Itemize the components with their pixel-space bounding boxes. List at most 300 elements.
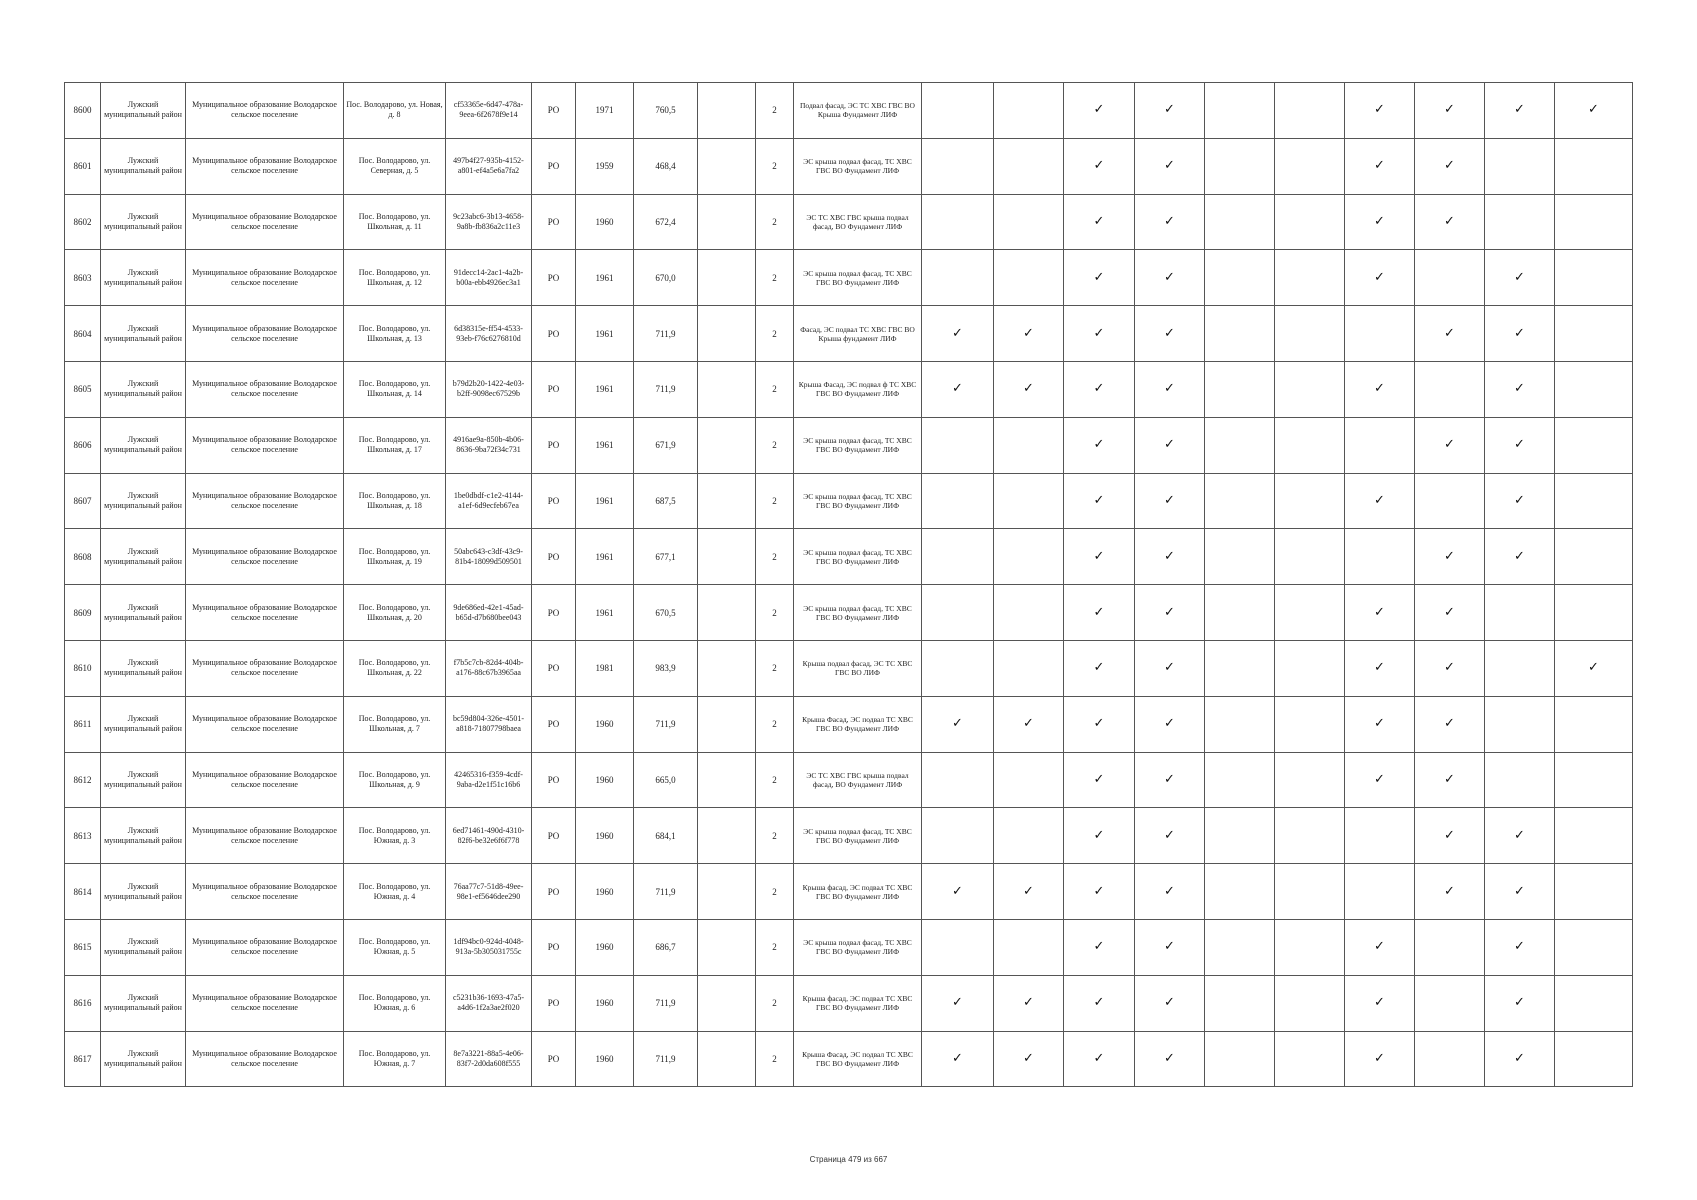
table-row <box>65 138 1633 194</box>
check-cell-3 <box>1064 194 1135 250</box>
checkmark-icon: ✓ <box>1164 437 1175 453</box>
area-cell: 677,1 <box>634 529 698 585</box>
checkmark-icon: ✓ <box>1164 325 1175 341</box>
row-number: 8600 <box>65 83 101 139</box>
checkmark-icon: ✓ <box>1444 883 1455 899</box>
check-cell-9 <box>1485 864 1555 920</box>
municipality-cell: Муниципальное образование Володарское сельское поселение <box>186 529 344 585</box>
check-cell-3 <box>1064 361 1135 417</box>
checkmark-icon: ✓ <box>1093 102 1105 118</box>
type-cell: РО <box>532 473 576 529</box>
works-cell: Подвал фасад, ЭС ТС ХВС ГВС ВО Крыша Фундамент ЛИФ <box>794 83 922 139</box>
check-cell-1 <box>922 83 994 139</box>
page-number: Страница 479 из 667 <box>809 1155 888 1164</box>
area-cell: 711,9 <box>634 975 698 1031</box>
floors-cell: 2 <box>756 696 794 752</box>
municipality-cell: Муниципальное образование Володарское сельское поселение <box>186 640 344 696</box>
checkmark-icon: ✓ <box>1023 716 1034 732</box>
table-row <box>65 83 1633 139</box>
check-cell-2 <box>994 417 1064 473</box>
guid-cell: 497b4f27-935b-4152-a801-ef4a5e6a7fa2 <box>446 138 532 194</box>
checkmark-icon: ✓ <box>1374 381 1385 397</box>
row-number: 8616 <box>65 975 101 1031</box>
district-cell: Лужский муниципальный район <box>101 808 186 864</box>
floors-cell: 2 <box>756 529 794 585</box>
check-cell-4 <box>1135 417 1205 473</box>
district-cell: Лужский муниципальный район <box>101 696 186 752</box>
guid-cell: 50abc643-c3df-43c9-81b4-18099d509501 <box>446 529 532 585</box>
table-row <box>65 585 1633 641</box>
type-cell: РО <box>532 250 576 306</box>
row-number: 8614 <box>65 864 101 920</box>
empty-cell <box>698 864 756 920</box>
check-cell-5 <box>1205 640 1275 696</box>
checkmark-icon: ✓ <box>1374 939 1385 955</box>
check-cell-1 <box>922 1031 994 1087</box>
checkmark-icon: ✓ <box>1374 771 1385 787</box>
check-cell-7 <box>1345 138 1415 194</box>
check-cell-1 <box>922 194 994 250</box>
floors-cell: 2 <box>756 1031 794 1087</box>
checkmark-icon: ✓ <box>1093 325 1105 341</box>
type-cell: РО <box>532 585 576 641</box>
checkmark-icon: ✓ <box>1444 716 1455 732</box>
check-cell-4 <box>1135 83 1205 139</box>
year-cell: 1961 <box>576 361 634 417</box>
check-cell-3 <box>1064 138 1135 194</box>
check-cell-10 <box>1555 473 1633 529</box>
year-cell: 1961 <box>576 529 634 585</box>
district-cell: Лужский муниципальный район <box>101 250 186 306</box>
checkmark-icon: ✓ <box>1514 269 1525 285</box>
address-cell: Пос. Володарово, ул. Южная, д. 7 <box>344 1031 446 1087</box>
check-cell-9 <box>1485 808 1555 864</box>
empty-cell <box>698 919 756 975</box>
check-cell-4 <box>1135 473 1205 529</box>
check-cell-6 <box>1275 83 1345 139</box>
register-table <box>64 82 1633 1087</box>
check-cell-8 <box>1415 194 1485 250</box>
check-cell-8 <box>1415 306 1485 362</box>
area-cell: 468,4 <box>634 138 698 194</box>
check-cell-1 <box>922 919 994 975</box>
works-cell: Фасад, ЭС подвал ТС ХВС ГВС ВО Крыша фундамент ЛИФ <box>794 306 922 362</box>
works-cell: ЭС крыша подвал фасад, ТС ХВС ГВС ВО Фундамент ЛИФ <box>794 473 922 529</box>
municipality-cell: Муниципальное образование Володарское сельское поселение <box>186 473 344 529</box>
type-cell: РО <box>532 361 576 417</box>
empty-cell <box>698 473 756 529</box>
check-cell-5 <box>1205 864 1275 920</box>
check-cell-8 <box>1415 361 1485 417</box>
check-cell-10 <box>1555 250 1633 306</box>
type-cell: РО <box>532 975 576 1031</box>
area-cell: 684,1 <box>634 808 698 864</box>
type-cell: РО <box>532 529 576 585</box>
area-cell: 760,5 <box>634 83 698 139</box>
check-cell-10 <box>1555 1031 1633 1087</box>
check-cell-1 <box>922 306 994 362</box>
address-cell: Пос. Володарово, ул. Школьная, д. 13 <box>344 306 446 362</box>
checkmark-icon: ✓ <box>1374 102 1385 118</box>
check-cell-3 <box>1064 864 1135 920</box>
check-cell-4 <box>1135 808 1205 864</box>
district-cell: Лужский муниципальный район <box>101 864 186 920</box>
check-cell-3 <box>1064 417 1135 473</box>
area-cell: 711,9 <box>634 864 698 920</box>
empty-cell <box>698 250 756 306</box>
checkmark-icon: ✓ <box>952 716 963 732</box>
checkmark-icon: ✓ <box>1093 771 1105 787</box>
check-cell-9 <box>1485 250 1555 306</box>
address-cell: Пос. Володарово, ул. Южная, д. 6 <box>344 975 446 1031</box>
checkmark-icon: ✓ <box>952 1050 963 1066</box>
municipality-cell: Муниципальное образование Володарское сельское поселение <box>186 194 344 250</box>
checkmark-icon: ✓ <box>1023 883 1034 899</box>
page-footer <box>0 1155 1697 1164</box>
check-cell-10 <box>1555 808 1633 864</box>
check-cell-5 <box>1205 83 1275 139</box>
year-cell: 1981 <box>576 640 634 696</box>
check-cell-7 <box>1345 752 1415 808</box>
year-cell: 1960 <box>576 194 634 250</box>
works-cell: Крыша Фасад, ЭС подвал ТС ХВС ГВС ВО Фундамент ЛИФ <box>794 696 922 752</box>
check-cell-4 <box>1135 361 1205 417</box>
address-cell: Пос. Володарово, ул. Школьная, д. 14 <box>344 361 446 417</box>
empty-cell <box>698 417 756 473</box>
check-cell-2 <box>994 919 1064 975</box>
check-cell-8 <box>1415 529 1485 585</box>
year-cell: 1961 <box>576 585 634 641</box>
checkmark-icon: ✓ <box>1023 1050 1034 1066</box>
check-cell-1 <box>922 417 994 473</box>
checkmark-icon: ✓ <box>1164 381 1175 397</box>
check-cell-2 <box>994 1031 1064 1087</box>
check-cell-2 <box>994 361 1064 417</box>
type-cell: РО <box>532 808 576 864</box>
checkmark-icon: ✓ <box>1023 381 1034 397</box>
row-number: 8609 <box>65 585 101 641</box>
check-cell-7 <box>1345 808 1415 864</box>
checkmark-icon: ✓ <box>1374 995 1385 1011</box>
check-cell-2 <box>994 864 1064 920</box>
municipality-cell: Муниципальное образование Володарское сельское поселение <box>186 83 344 139</box>
check-cell-10 <box>1555 529 1633 585</box>
check-cell-7 <box>1345 919 1415 975</box>
checkmark-icon: ✓ <box>1093 437 1105 453</box>
check-cell-2 <box>994 250 1064 306</box>
area-cell: 671,9 <box>634 417 698 473</box>
guid-cell: b79d2b20-1422-4e03-b2ff-9098ec67529b <box>446 361 532 417</box>
municipality-cell: Муниципальное образование Володарское сельское поселение <box>186 417 344 473</box>
check-cell-3 <box>1064 306 1135 362</box>
check-cell-10 <box>1555 417 1633 473</box>
checkmark-icon: ✓ <box>1093 158 1105 174</box>
check-cell-5 <box>1205 306 1275 362</box>
checkmark-icon: ✓ <box>1164 492 1175 508</box>
checkmark-icon: ✓ <box>1374 604 1385 620</box>
type-cell: РО <box>532 640 576 696</box>
empty-cell <box>698 529 756 585</box>
row-number: 8617 <box>65 1031 101 1087</box>
checkmark-icon: ✓ <box>1164 771 1175 787</box>
district-cell: Лужский муниципальный район <box>101 83 186 139</box>
row-number: 8606 <box>65 417 101 473</box>
address-cell: Пос. Володарово, ул. Школьная, д. 18 <box>344 473 446 529</box>
check-cell-6 <box>1275 585 1345 641</box>
check-cell-2 <box>994 194 1064 250</box>
check-cell-6 <box>1275 138 1345 194</box>
check-cell-10 <box>1555 83 1633 139</box>
check-cell-7 <box>1345 585 1415 641</box>
year-cell: 1960 <box>576 696 634 752</box>
checkmark-icon: ✓ <box>1164 548 1175 564</box>
check-cell-8 <box>1415 864 1485 920</box>
check-cell-9 <box>1485 975 1555 1031</box>
check-cell-6 <box>1275 975 1345 1031</box>
type-cell: РО <box>532 138 576 194</box>
checkmark-icon: ✓ <box>1093 269 1105 285</box>
check-cell-10 <box>1555 696 1633 752</box>
checkmark-icon: ✓ <box>1164 269 1175 285</box>
check-cell-10 <box>1555 752 1633 808</box>
checkmark-icon: ✓ <box>1374 492 1385 508</box>
check-cell-9 <box>1485 361 1555 417</box>
guid-cell: 91decc14-2ac1-4a2b-b00a-ebb4926ec3a1 <box>446 250 532 306</box>
check-cell-8 <box>1415 808 1485 864</box>
check-cell-7 <box>1345 250 1415 306</box>
table-row <box>65 919 1633 975</box>
checkmark-icon: ✓ <box>1514 827 1525 843</box>
checkmark-icon: ✓ <box>1444 158 1455 174</box>
floors-cell: 2 <box>756 919 794 975</box>
check-cell-1 <box>922 250 994 306</box>
check-cell-10 <box>1555 361 1633 417</box>
checkmark-icon: ✓ <box>1093 604 1105 620</box>
check-cell-9 <box>1485 696 1555 752</box>
checkmark-icon: ✓ <box>1444 827 1455 843</box>
empty-cell <box>698 808 756 864</box>
municipality-cell: Муниципальное образование Володарское сельское поселение <box>186 361 344 417</box>
type-cell: РО <box>532 417 576 473</box>
checkmark-icon: ✓ <box>1514 548 1525 564</box>
check-cell-9 <box>1485 194 1555 250</box>
check-cell-1 <box>922 585 994 641</box>
table-row <box>65 473 1633 529</box>
district-cell: Лужский муниципальный район <box>101 417 186 473</box>
checkmark-icon: ✓ <box>1374 213 1385 229</box>
guid-cell: 4916ae9a-850b-4b06-8636-9ba72f34c731 <box>446 417 532 473</box>
checkmark-icon: ✓ <box>1374 660 1385 676</box>
check-cell-3 <box>1064 83 1135 139</box>
year-cell: 1960 <box>576 1031 634 1087</box>
check-cell-5 <box>1205 138 1275 194</box>
year-cell: 1960 <box>576 975 634 1031</box>
works-cell: ЭС крыша подвал фасад, ТС ХВС ГВС ВО Фундамент ЛИФ <box>794 585 922 641</box>
municipality-cell: Муниципальное образование Володарское сельское поселение <box>186 696 344 752</box>
works-cell: ЭС крыша подвал фасад, ТС ХВС ГВС ВО Фундамент ЛИФ <box>794 919 922 975</box>
area-cell: 670,5 <box>634 585 698 641</box>
check-cell-4 <box>1135 919 1205 975</box>
check-cell-4 <box>1135 975 1205 1031</box>
district-cell: Лужский муниципальный район <box>101 306 186 362</box>
check-cell-1 <box>922 361 994 417</box>
empty-cell <box>698 138 756 194</box>
year-cell: 1961 <box>576 306 634 362</box>
floors-cell: 2 <box>756 417 794 473</box>
guid-cell: 76aa77c7-51d8-49ee-98e1-ef5646dee290 <box>446 864 532 920</box>
empty-cell <box>698 194 756 250</box>
district-cell: Лужский муниципальный район <box>101 975 186 1031</box>
checkmark-icon: ✓ <box>1164 1050 1175 1066</box>
address-cell: Пос. Володарово, ул. Школьная, д. 19 <box>344 529 446 585</box>
checkmark-icon: ✓ <box>1023 325 1034 341</box>
check-cell-8 <box>1415 417 1485 473</box>
row-number: 8611 <box>65 696 101 752</box>
check-cell-6 <box>1275 696 1345 752</box>
address-cell: Пос. Володарово, ул. Школьная, д. 17 <box>344 417 446 473</box>
table-row <box>65 529 1633 585</box>
checkmark-icon: ✓ <box>1444 604 1455 620</box>
year-cell: 1961 <box>576 473 634 529</box>
check-cell-4 <box>1135 752 1205 808</box>
address-cell: Пос. Володарово, ул. Школьная, д. 22 <box>344 640 446 696</box>
check-cell-2 <box>994 808 1064 864</box>
check-cell-5 <box>1205 194 1275 250</box>
checkmark-icon: ✓ <box>1093 213 1105 229</box>
check-cell-9 <box>1485 752 1555 808</box>
check-cell-4 <box>1135 640 1205 696</box>
floors-cell: 2 <box>756 138 794 194</box>
year-cell: 1961 <box>576 417 634 473</box>
check-cell-3 <box>1064 640 1135 696</box>
year-cell: 1971 <box>576 83 634 139</box>
guid-cell: 1df94bc0-924d-4048-913a-5b305031755c <box>446 919 532 975</box>
check-cell-5 <box>1205 975 1275 1031</box>
check-cell-8 <box>1415 585 1485 641</box>
check-cell-6 <box>1275 640 1345 696</box>
check-cell-4 <box>1135 864 1205 920</box>
check-cell-2 <box>994 752 1064 808</box>
checkmark-icon: ✓ <box>1444 771 1455 787</box>
address-cell: Пос. Володарово, ул. Школьная, д. 9 <box>344 752 446 808</box>
check-cell-8 <box>1415 640 1485 696</box>
municipality-cell: Муниципальное образование Володарское сельское поселение <box>186 1031 344 1087</box>
municipality-cell: Муниципальное образование Володарское сельское поселение <box>186 975 344 1031</box>
checkmark-icon: ✓ <box>1444 102 1455 118</box>
check-cell-6 <box>1275 361 1345 417</box>
check-cell-2 <box>994 473 1064 529</box>
checkmark-icon: ✓ <box>1514 437 1525 453</box>
check-cell-10 <box>1555 864 1633 920</box>
row-number: 8608 <box>65 529 101 585</box>
checkmark-icon: ✓ <box>1374 1050 1385 1066</box>
check-cell-5 <box>1205 250 1275 306</box>
check-cell-10 <box>1555 306 1633 362</box>
floors-cell: 2 <box>756 306 794 362</box>
check-cell-5 <box>1205 808 1275 864</box>
floors-cell: 2 <box>756 473 794 529</box>
guid-cell: 6d38315e-ff54-4533-93eb-f76c6276810d <box>446 306 532 362</box>
area-cell: 670,0 <box>634 250 698 306</box>
checkmark-icon: ✓ <box>1023 995 1034 1011</box>
checkmark-icon: ✓ <box>952 381 963 397</box>
check-cell-9 <box>1485 1031 1555 1087</box>
check-cell-6 <box>1275 752 1345 808</box>
floors-cell: 2 <box>756 250 794 306</box>
district-cell: Лужский муниципальный район <box>101 1031 186 1087</box>
address-cell: Пос. Володарово, ул. Южная, д. 3 <box>344 808 446 864</box>
floors-cell: 2 <box>756 640 794 696</box>
check-cell-7 <box>1345 1031 1415 1087</box>
checkmark-icon: ✓ <box>1514 995 1525 1011</box>
floors-cell: 2 <box>756 975 794 1031</box>
checkmark-icon: ✓ <box>1444 325 1455 341</box>
works-cell: ЭС ТС ХВС ГВС крыша подвал фасад, ВО Фундамент ЛИФ <box>794 194 922 250</box>
check-cell-9 <box>1485 529 1555 585</box>
table-row <box>65 640 1633 696</box>
empty-cell <box>698 361 756 417</box>
type-cell: РО <box>532 919 576 975</box>
district-cell: Лужский муниципальный район <box>101 529 186 585</box>
works-cell: Крыша фасад, ЭС подвал ТС ХВС ГВС ВО Фундамент ЛИФ <box>794 864 922 920</box>
check-cell-4 <box>1135 529 1205 585</box>
guid-cell: 1be0dbdf-c1e2-4144-a1ef-6d9ecfeb67ea <box>446 473 532 529</box>
check-cell-3 <box>1064 919 1135 975</box>
address-cell: Пос. Володарово, ул. Южная, д. 5 <box>344 919 446 975</box>
municipality-cell: Муниципальное образование Володарское сельское поселение <box>186 808 344 864</box>
check-cell-1 <box>922 640 994 696</box>
check-cell-7 <box>1345 194 1415 250</box>
check-cell-6 <box>1275 529 1345 585</box>
municipality-cell: Муниципальное образование Володарское сельское поселение <box>186 864 344 920</box>
checkmark-icon: ✓ <box>1514 325 1525 341</box>
checkmark-icon: ✓ <box>1164 827 1175 843</box>
check-cell-8 <box>1415 250 1485 306</box>
checkmark-icon: ✓ <box>1093 548 1105 564</box>
check-cell-6 <box>1275 808 1345 864</box>
check-cell-7 <box>1345 473 1415 529</box>
address-cell: Пос. Володарово, ул. Школьная, д. 11 <box>344 194 446 250</box>
works-cell: Крыша Фасад, ЭС подвал ф ТС ХВС ГВС ВО Фундамент ЛИФ <box>794 361 922 417</box>
works-cell: ЭС крыша подвал фасад, ТС ХВС ГВС ВО Фундамент ЛИФ <box>794 250 922 306</box>
checkmark-icon: ✓ <box>952 995 963 1011</box>
checkmark-icon: ✓ <box>1164 102 1175 118</box>
guid-cell: 6ed71461-490d-4310-82f6-be32e6f6f778 <box>446 808 532 864</box>
check-cell-9 <box>1485 417 1555 473</box>
area-cell: 711,9 <box>634 696 698 752</box>
check-cell-2 <box>994 696 1064 752</box>
check-cell-1 <box>922 529 994 585</box>
empty-cell <box>698 1031 756 1087</box>
check-cell-2 <box>994 529 1064 585</box>
check-cell-7 <box>1345 361 1415 417</box>
check-cell-5 <box>1205 417 1275 473</box>
check-cell-4 <box>1135 696 1205 752</box>
address-cell: Пос. Володарово, ул. Школьная, д. 12 <box>344 250 446 306</box>
row-number: 8605 <box>65 361 101 417</box>
check-cell-2 <box>994 83 1064 139</box>
checkmark-icon: ✓ <box>1514 381 1525 397</box>
checkmark-icon: ✓ <box>1164 604 1175 620</box>
address-cell: Пос. Володарово, ул. Школьная, д. 7 <box>344 696 446 752</box>
empty-cell <box>698 752 756 808</box>
checkmark-icon: ✓ <box>1164 660 1175 676</box>
works-cell: Крыша подвал фасад, ЭС ТС ХВС ГВС ВО ЛИФ <box>794 640 922 696</box>
check-cell-4 <box>1135 585 1205 641</box>
check-cell-6 <box>1275 919 1345 975</box>
checkmark-icon: ✓ <box>1514 492 1525 508</box>
municipality-cell: Муниципальное образование Володарское сельское поселение <box>186 585 344 641</box>
